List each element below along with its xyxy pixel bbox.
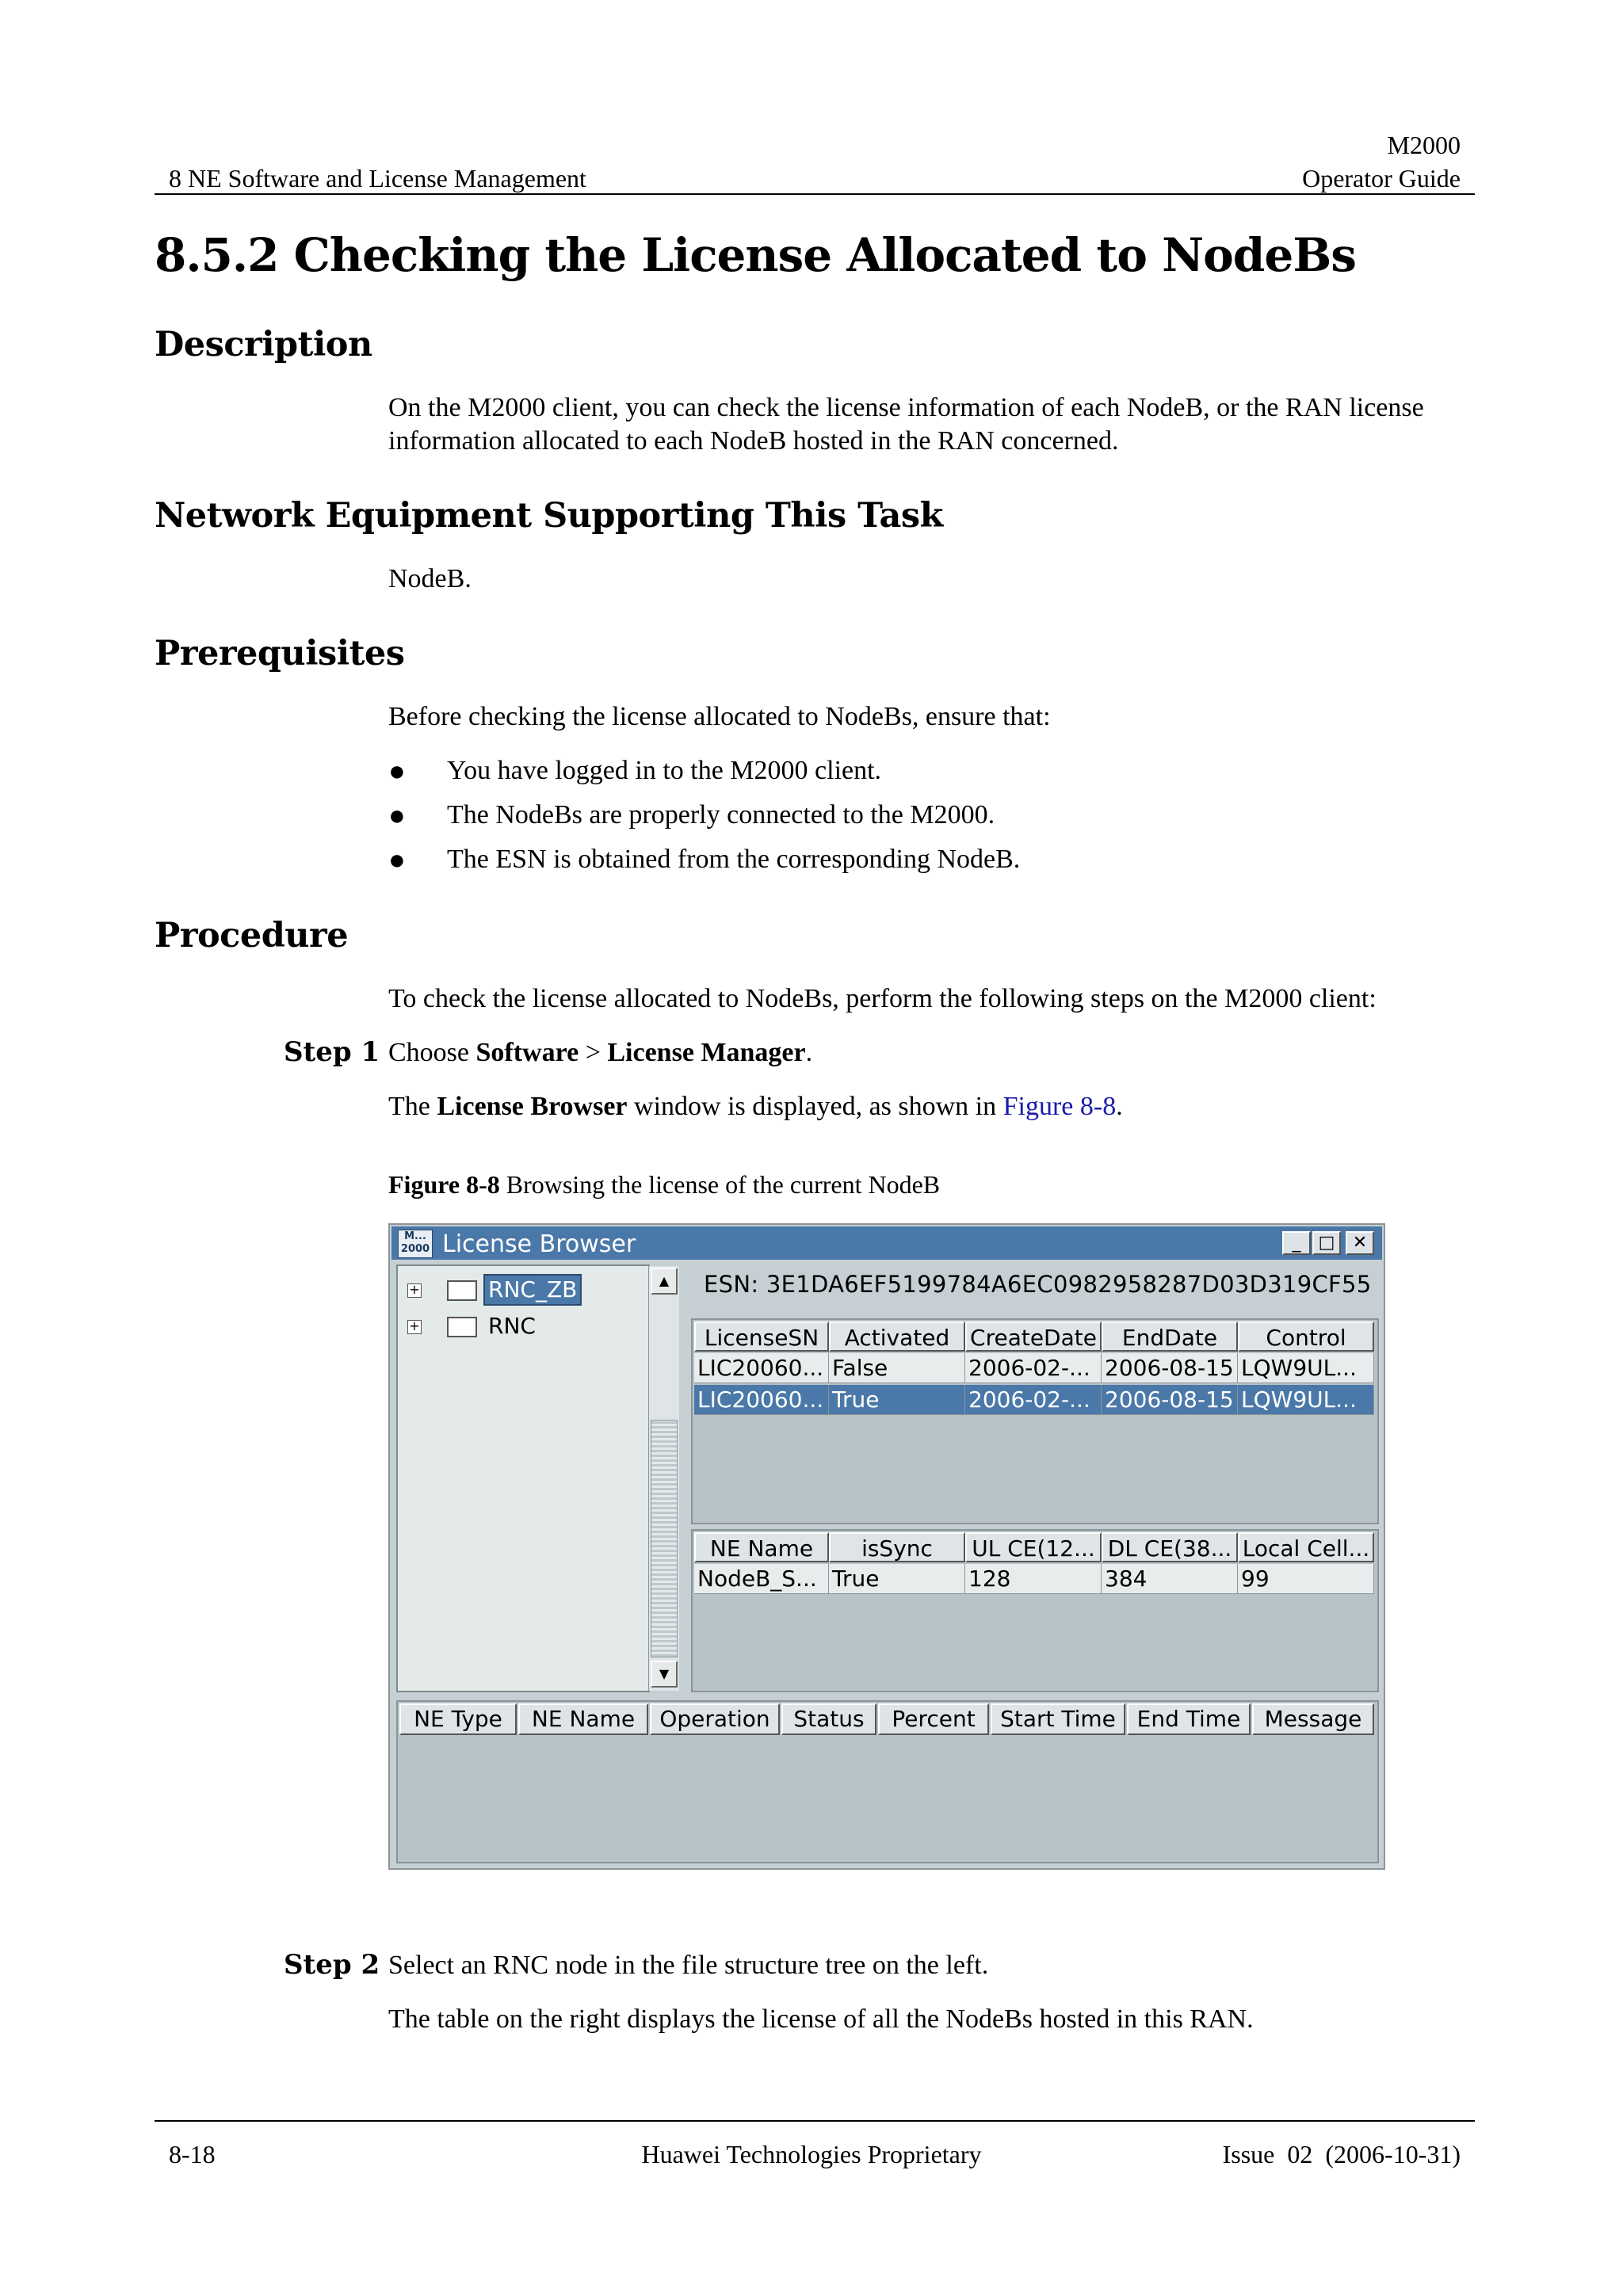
header-product: M2000 [1387,131,1461,159]
window-titlebar[interactable] [391,1226,1382,1260]
column-header[interactable]: Start Time [991,1703,1125,1735]
column-header[interactable]: CreateDate [965,1322,1102,1352]
esn-value: ESN: 3E1DA6EF5199784A6EC0982958287D03D319CF55 [704,1271,1372,1298]
task-table [396,1700,1379,1863]
footer-company: Huawei Technologies Proprietary [641,2140,982,2168]
figure-caption: Figure 8-8 Browsing the license of the current NodeB [388,1170,941,1199]
step-2-label: Step 2 [284,1949,380,1981]
prerequisites-heading: Prerequisites [155,634,405,673]
expand-icon[interactable]: + [407,1320,422,1334]
column-header[interactable]: Local Cell... [1238,1532,1374,1562]
table-cell: True [829,1564,965,1594]
table-cell: 384 [1102,1564,1238,1594]
column-header[interactable]: Operation [650,1703,780,1735]
column-header[interactable]: NE Type [399,1703,517,1735]
table-cell: LQW9UL... [1238,1353,1374,1383]
list-item-text: The NodeBs are properly connected to the M2000. [447,800,995,830]
table-cell: 128 [965,1564,1102,1594]
table-cell: LQW9UL... [1238,1385,1374,1415]
table-cell: 2006-08-15 [1102,1385,1238,1415]
description-text: On the M2000 client, you can check the license information of each NodeB, or the RAN license information allocated to each NodeB hosted in the RAN concerned. [388,393,1424,456]
procedure-intro: To check the license allocated to NodeBs, perform the following steps on the M2000 client: [388,984,1377,1013]
column-header[interactable]: EndDate [1102,1322,1238,1352]
page-title: 8.5.2 Checking the License Allocated to NodeBs [155,228,1356,282]
folder-icon [447,1317,477,1337]
description-heading: Description [155,325,372,364]
table-cell: LIC20060... [694,1353,829,1383]
app-logo-icon: M... 2000 [398,1230,433,1258]
step-1-text: Choose Software > License Manager. [388,1038,813,1067]
network-heading: Network Equipment Supporting This Task [155,496,943,536]
table-cell: 2006-02-... [965,1353,1102,1383]
list-item-text: You have logged in to the M2000 client. [447,756,882,785]
tree-scrollbar[interactable] [648,1266,679,1691]
column-header[interactable]: Percent [878,1703,989,1735]
rnc-tree [396,1264,650,1692]
close-button[interactable]: ✕ [1346,1231,1374,1255]
footer-page-number: 8-18 [169,2140,216,2168]
expand-icon[interactable]: + [407,1283,422,1298]
table-cell: 2006-08-15 [1102,1353,1238,1383]
step-1-label: Step 1 [284,1036,380,1068]
column-header[interactable]: Control [1238,1322,1374,1352]
table-cell: LIC20060... [694,1385,829,1415]
window-title: License Browser [442,1230,636,1258]
column-header[interactable]: NE Name [518,1703,648,1735]
license-table [691,1318,1379,1524]
header-chapter: 8 NE Software and License Management [169,164,586,193]
bullet-icon: ● [388,755,406,787]
table-cell: 99 [1238,1564,1374,1594]
footer-rule [155,2120,1475,2122]
maximize-button[interactable]: □ [1312,1231,1341,1255]
step-2-result: The table on the right displays the license of all the NodeBs hosted in this RAN. [388,2004,1254,2034]
tree-node-label: RNC_ZB [485,1276,580,1304]
tree-node-label: RNC [488,1313,536,1339]
header-doc: Operator Guide [1302,164,1461,193]
list-item-text: The ESN is obtained from the corresponding NodeB. [447,845,1021,874]
figure-link[interactable]: Figure 8-8 [1002,1092,1117,1121]
prerequisites-intro: Before checking the license allocated to NodeBs, ensure that: [388,702,1051,731]
column-header[interactable]: isSync [829,1532,965,1562]
column-header[interactable]: UL CE(12... [965,1532,1102,1562]
table-cell: NodeB_S... [694,1564,829,1594]
step-2-text: Select an RNC node in the file structure tree on the left. [388,1951,989,1980]
column-header[interactable]: Message [1252,1703,1374,1735]
table-cell: 2006-02-... [965,1385,1102,1415]
minimize-button[interactable]: _ [1282,1231,1311,1255]
scrollbar-thumb[interactable] [651,1420,678,1657]
column-header[interactable]: NE Name [694,1532,829,1562]
procedure-heading: Procedure [155,916,349,955]
column-header[interactable]: LicenseSN [694,1322,829,1352]
column-header[interactable]: Activated [829,1322,965,1352]
column-header[interactable]: DL CE(38... [1102,1532,1238,1562]
footer-issue: Issue 02 (2006-10-31) [1222,2140,1461,2168]
scroll-down-icon[interactable]: ▼ [651,1661,678,1688]
table-cell: False [829,1353,965,1383]
bullet-icon: ● [388,799,406,831]
column-header[interactable]: End Time [1127,1703,1251,1735]
bullet-icon: ● [388,844,406,875]
scroll-up-icon[interactable]: ▲ [651,1268,678,1295]
network-text: NodeB. [388,564,472,593]
step-1-result: The License Browser window is displayed, as shown in Figure 8-8. [388,1092,1123,1121]
license-browser-window [388,1223,1385,1870]
folder-icon [447,1280,477,1301]
header-rule [155,193,1475,195]
column-header[interactable]: Status [781,1703,876,1735]
ne-table [691,1529,1379,1692]
table-cell: True [829,1385,965,1415]
